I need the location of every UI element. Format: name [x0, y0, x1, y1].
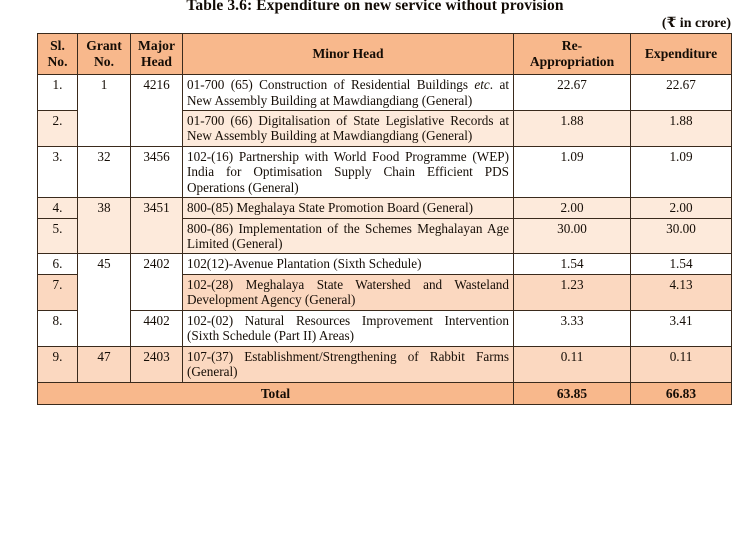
page-title: Table 3.6: Expenditure on new service without provision	[186, 0, 564, 14]
column-header-re-appropriation	[514, 34, 631, 75]
cell-sl-no: 5.	[38, 218, 78, 254]
cell-major-head: 3456	[131, 146, 183, 197]
cell-minor-head: 800-(86) Implementation of the Schemes Meghalayan Age Limited (General)	[183, 218, 514, 254]
cell-sl-no: 3.	[38, 146, 78, 197]
cell-re-appropriation: 2.00	[514, 198, 631, 218]
cell-grant-no: 1	[78, 75, 131, 147]
cell-expenditure: 22.67	[631, 75, 732, 111]
cell-re-appropriation: 1.54	[514, 254, 631, 274]
cell-sl-no: 2.	[38, 110, 78, 146]
cell-minor-head: 800-(85) Meghalaya State Promotion Board (General)	[183, 198, 514, 218]
cell-minor-head	[183, 75, 514, 111]
cell-major-head: 4402	[131, 310, 183, 346]
header-line-1: Re-	[561, 38, 583, 53]
minor-head-pre: 01-700 (65) Construction of Residential Buildings	[187, 77, 475, 93]
minor-head-emphasis: etc	[474, 77, 490, 93]
cell-sl-no: 7.	[38, 274, 78, 310]
cell-re-appropriation: 0.11	[514, 346, 631, 382]
minor-head-post: . at New Assembly Building at Mawdiangdiang (General)	[187, 77, 509, 108]
cell-expenditure: 2.00	[631, 198, 732, 218]
cell-re-appropriation: 1.23	[514, 274, 631, 310]
cell-expenditure: 1.88	[631, 110, 732, 146]
cell-grant-no: 32	[78, 146, 131, 197]
cell-expenditure: 1.09	[631, 146, 732, 197]
header-line-1: Sl.	[50, 38, 65, 53]
column-header-grant-no	[78, 34, 131, 75]
total-expenditure: 66.83	[631, 382, 732, 405]
table-row	[38, 146, 732, 197]
column-header-expenditure: Expenditure	[631, 34, 732, 75]
header-line-2: No.	[93, 54, 114, 70]
header-line-1: Major	[138, 38, 175, 53]
table-row	[38, 346, 732, 382]
cell-re-appropriation: 30.00	[514, 218, 631, 254]
total-re-appropriation: 63.85	[514, 382, 631, 405]
cell-grant-no: 38	[78, 198, 131, 254]
total-label: Total	[38, 382, 514, 405]
cell-re-appropriation: 3.33	[514, 310, 631, 346]
cell-minor-head: 107-(37) Establishment/Strengthening of Rabbit Farms (General)	[183, 346, 514, 382]
cell-expenditure: 3.41	[631, 310, 732, 346]
cell-re-appropriation: 22.67	[514, 75, 631, 111]
cell-grant-no: 47	[78, 346, 131, 382]
cell-minor-head: 102-(28) Meghalaya State Watershed and Wasteland Development Agency (General)	[183, 274, 514, 310]
expenditure-table	[37, 33, 732, 405]
cell-minor-head: 102-(16) Partnership with World Food Programme (WEP) India for Optimisation Supply Chain Efficient PDS Operations (General)	[183, 146, 514, 197]
cell-sl-no: 9.	[38, 346, 78, 382]
column-header-minor-head: Minor Head	[183, 34, 514, 75]
header-line-2: Head	[141, 54, 172, 70]
table-header-row	[38, 34, 732, 75]
cell-re-appropriation: 1.88	[514, 110, 631, 146]
cell-minor-head: 01-700 (66) Digitalisation of State Legislative Records at New Assembly Building at Mawdiangdiang (General)	[183, 110, 514, 146]
cell-sl-no: 4.	[38, 198, 78, 218]
cell-major-head: 2402	[131, 254, 183, 310]
table-row	[38, 310, 732, 346]
column-header-major-head	[131, 34, 183, 75]
table-row	[38, 254, 732, 274]
cell-major-head: 4216	[131, 75, 183, 147]
header-line-2: No.	[47, 54, 68, 70]
cell-major-head: 3451	[131, 198, 183, 254]
cell-grant-no: 45	[78, 254, 131, 346]
cell-expenditure: 0.11	[631, 346, 732, 382]
table-total-row	[38, 382, 732, 405]
cell-expenditure: 30.00	[631, 218, 732, 254]
cell-expenditure: 1.54	[631, 254, 732, 274]
cell-expenditure: 4.13	[631, 274, 732, 310]
table-row	[38, 75, 732, 111]
column-header-sl-no	[38, 34, 78, 75]
header-line-2: Appropriation	[529, 54, 615, 70]
cell-re-appropriation: 1.09	[514, 146, 631, 197]
cell-sl-no: 1.	[38, 75, 78, 111]
cell-sl-no: 6.	[38, 254, 78, 274]
cell-sl-no: 8.	[38, 310, 78, 346]
header-line-1: Grant	[86, 38, 122, 53]
unit-note: (₹ in crore)	[661, 16, 731, 31]
cell-major-head: 2403	[131, 346, 183, 382]
table-row	[38, 198, 732, 218]
cell-minor-head: 102(12)-Avenue Plantation (Sixth Schedule)	[183, 254, 514, 274]
cell-minor-head: 102-(02) Natural Resources Improvement Intervention (Sixth Schedule (Part II) Areas)	[183, 310, 514, 346]
